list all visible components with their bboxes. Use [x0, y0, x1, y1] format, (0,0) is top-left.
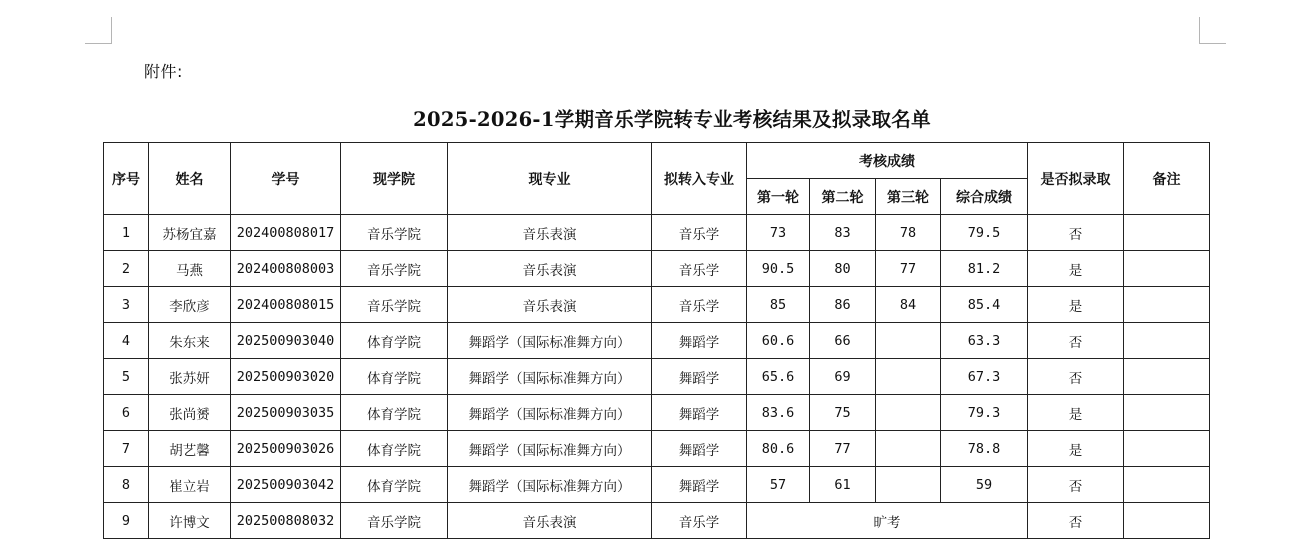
header-total: 综合成绩: [941, 179, 1028, 215]
cell-remarks: [1124, 359, 1210, 395]
cell-student-id: 202400808017: [231, 215, 341, 251]
header-index: 序号: [104, 143, 149, 215]
cell-major: 音乐表演: [448, 215, 652, 251]
cell-round2: 77: [810, 431, 876, 467]
cell-round3: [876, 395, 941, 431]
cell-name: 马燕: [149, 251, 231, 287]
cell-name: 朱东来: [149, 323, 231, 359]
cell-round1: 83.6: [747, 395, 810, 431]
cell-major: 舞蹈学（国际标准舞方向）: [448, 359, 652, 395]
cell-index: 6: [104, 395, 149, 431]
header-round1: 第一轮: [747, 179, 810, 215]
cell-admitted: 是: [1028, 287, 1124, 323]
cell-student-id: 202400808003: [231, 251, 341, 287]
header-remarks: 备注: [1124, 143, 1210, 215]
table-row: [104, 323, 1210, 359]
cell-name: 张尚赟: [149, 395, 231, 431]
cell-round2: 83: [810, 215, 876, 251]
cell-student-id: 202500903035: [231, 395, 341, 431]
cell-major: 音乐表演: [448, 287, 652, 323]
cell-admitted: 否: [1028, 215, 1124, 251]
cell-major: 舞蹈学（国际标准舞方向）: [448, 431, 652, 467]
cell-index: 8: [104, 467, 149, 503]
crop-mark-top-left: [85, 17, 112, 44]
cell-round2: 86: [810, 287, 876, 323]
cell-round1: 73: [747, 215, 810, 251]
cell-index: 4: [104, 323, 149, 359]
cell-name: 许博文: [149, 503, 231, 539]
cell-round3: 84: [876, 287, 941, 323]
crop-mark-top-right: [1199, 17, 1226, 44]
cell-admitted: 否: [1028, 359, 1124, 395]
cell-index: 1: [104, 215, 149, 251]
cell-major: 音乐表演: [448, 503, 652, 539]
cell-target-major: 舞蹈学: [652, 467, 747, 503]
header-admitted: 是否拟录取: [1028, 143, 1124, 215]
header-assessment: 考核成绩: [747, 143, 1028, 179]
header-current-college: 现学院: [341, 143, 448, 215]
cell-college: 体育学院: [341, 431, 448, 467]
cell-round2: 66: [810, 323, 876, 359]
cell-total: 81.2: [941, 251, 1028, 287]
cell-remarks: [1124, 251, 1210, 287]
cell-round3: [876, 359, 941, 395]
cell-college: 音乐学院: [341, 503, 448, 539]
cell-student-id: 202500903026: [231, 431, 341, 467]
cell-major: 舞蹈学（国际标准舞方向）: [448, 467, 652, 503]
attachment-label: 附件:: [144, 62, 183, 81]
cell-round3: [876, 323, 941, 359]
cell-total: 79.5: [941, 215, 1028, 251]
cell-index: 7: [104, 431, 149, 467]
cell-student-id: 202500903020: [231, 359, 341, 395]
table-row-absent: [104, 503, 1210, 539]
cell-college: 体育学院: [341, 359, 448, 395]
cell-round1: 57: [747, 467, 810, 503]
cell-round1: 80.6: [747, 431, 810, 467]
cell-major: 音乐表演: [448, 251, 652, 287]
cell-target-major: 音乐学: [652, 251, 747, 287]
header-round2: 第二轮: [810, 179, 876, 215]
cell-student-id: 202500903040: [231, 323, 341, 359]
cell-total: 63.3: [941, 323, 1028, 359]
cell-name: 张苏妍: [149, 359, 231, 395]
cell-total: 78.8: [941, 431, 1028, 467]
cell-admitted: 是: [1028, 395, 1124, 431]
cell-index: 3: [104, 287, 149, 323]
table-row: [104, 395, 1210, 431]
cell-target-major: 舞蹈学: [652, 359, 747, 395]
cell-college: 音乐学院: [341, 215, 448, 251]
cell-round2: 80: [810, 251, 876, 287]
cell-remarks: [1124, 215, 1210, 251]
table-row: [104, 215, 1210, 251]
cell-admitted: 否: [1028, 503, 1124, 539]
cell-target-major: 舞蹈学: [652, 323, 747, 359]
cell-name: 苏杨宜嘉: [149, 215, 231, 251]
cell-total: 67.3: [941, 359, 1028, 395]
cell-name: 崔立岩: [149, 467, 231, 503]
cell-index: 5: [104, 359, 149, 395]
cell-remarks: [1124, 287, 1210, 323]
header-student-id: 学号: [231, 143, 341, 215]
cell-round3: 78: [876, 215, 941, 251]
cell-round3: 77: [876, 251, 941, 287]
header-name: 姓名: [149, 143, 231, 215]
cell-remarks: [1124, 503, 1210, 539]
table-row: [104, 467, 1210, 503]
table-row: [104, 359, 1210, 395]
cell-admitted: 否: [1028, 467, 1124, 503]
cell-college: 体育学院: [341, 467, 448, 503]
cell-round1: 85: [747, 287, 810, 323]
cell-round2: 69: [810, 359, 876, 395]
cell-round1: 60.6: [747, 323, 810, 359]
cell-major: 舞蹈学（国际标准舞方向）: [448, 395, 652, 431]
cell-target-major: 舞蹈学: [652, 431, 747, 467]
cell-round2: 61: [810, 467, 876, 503]
cell-college: 体育学院: [341, 395, 448, 431]
cell-round1: 65.6: [747, 359, 810, 395]
cell-remarks: [1124, 395, 1210, 431]
cell-name: 李欣彦: [149, 287, 231, 323]
table-row: [104, 287, 1210, 323]
cell-student-id: 202500903042: [231, 467, 341, 503]
cell-target-major: 音乐学: [652, 215, 747, 251]
table-row: [104, 431, 1210, 467]
cell-college: 音乐学院: [341, 251, 448, 287]
cell-total: 85.4: [941, 287, 1028, 323]
cell-college: 体育学院: [341, 323, 448, 359]
cell-student-id: 202400808015: [231, 287, 341, 323]
cell-round3: [876, 431, 941, 467]
cell-round1: 90.5: [747, 251, 810, 287]
cell-total: 79.3: [941, 395, 1028, 431]
cell-target-major: 音乐学: [652, 503, 747, 539]
cell-remarks: [1124, 323, 1210, 359]
cell-total: 59: [941, 467, 1028, 503]
cell-admitted: 是: [1028, 251, 1124, 287]
cell-target-major: 舞蹈学: [652, 395, 747, 431]
cell-student-id: 202500808032: [231, 503, 341, 539]
cell-round2: 75: [810, 395, 876, 431]
cell-absent-status: 旷考: [747, 503, 1028, 539]
document-title: 2025-2026-1学期音乐学院转专业考核结果及拟录取名单: [413, 108, 931, 131]
header-target-major: 拟转入专业: [652, 143, 747, 215]
cell-admitted: 否: [1028, 323, 1124, 359]
cell-college: 音乐学院: [341, 287, 448, 323]
cell-remarks: [1124, 431, 1210, 467]
header-current-major: 现专业: [448, 143, 652, 215]
table-row: [104, 251, 1210, 287]
table-header-row: [104, 143, 1210, 179]
cell-name: 胡艺馨: [149, 431, 231, 467]
cell-admitted: 是: [1028, 431, 1124, 467]
cell-round3: [876, 467, 941, 503]
cell-remarks: [1124, 467, 1210, 503]
cell-major: 舞蹈学（国际标准舞方向）: [448, 323, 652, 359]
cell-target-major: 音乐学: [652, 287, 747, 323]
cell-index: 9: [104, 503, 149, 539]
header-round3: 第三轮: [876, 179, 941, 215]
results-table: [103, 142, 1210, 539]
cell-index: 2: [104, 251, 149, 287]
